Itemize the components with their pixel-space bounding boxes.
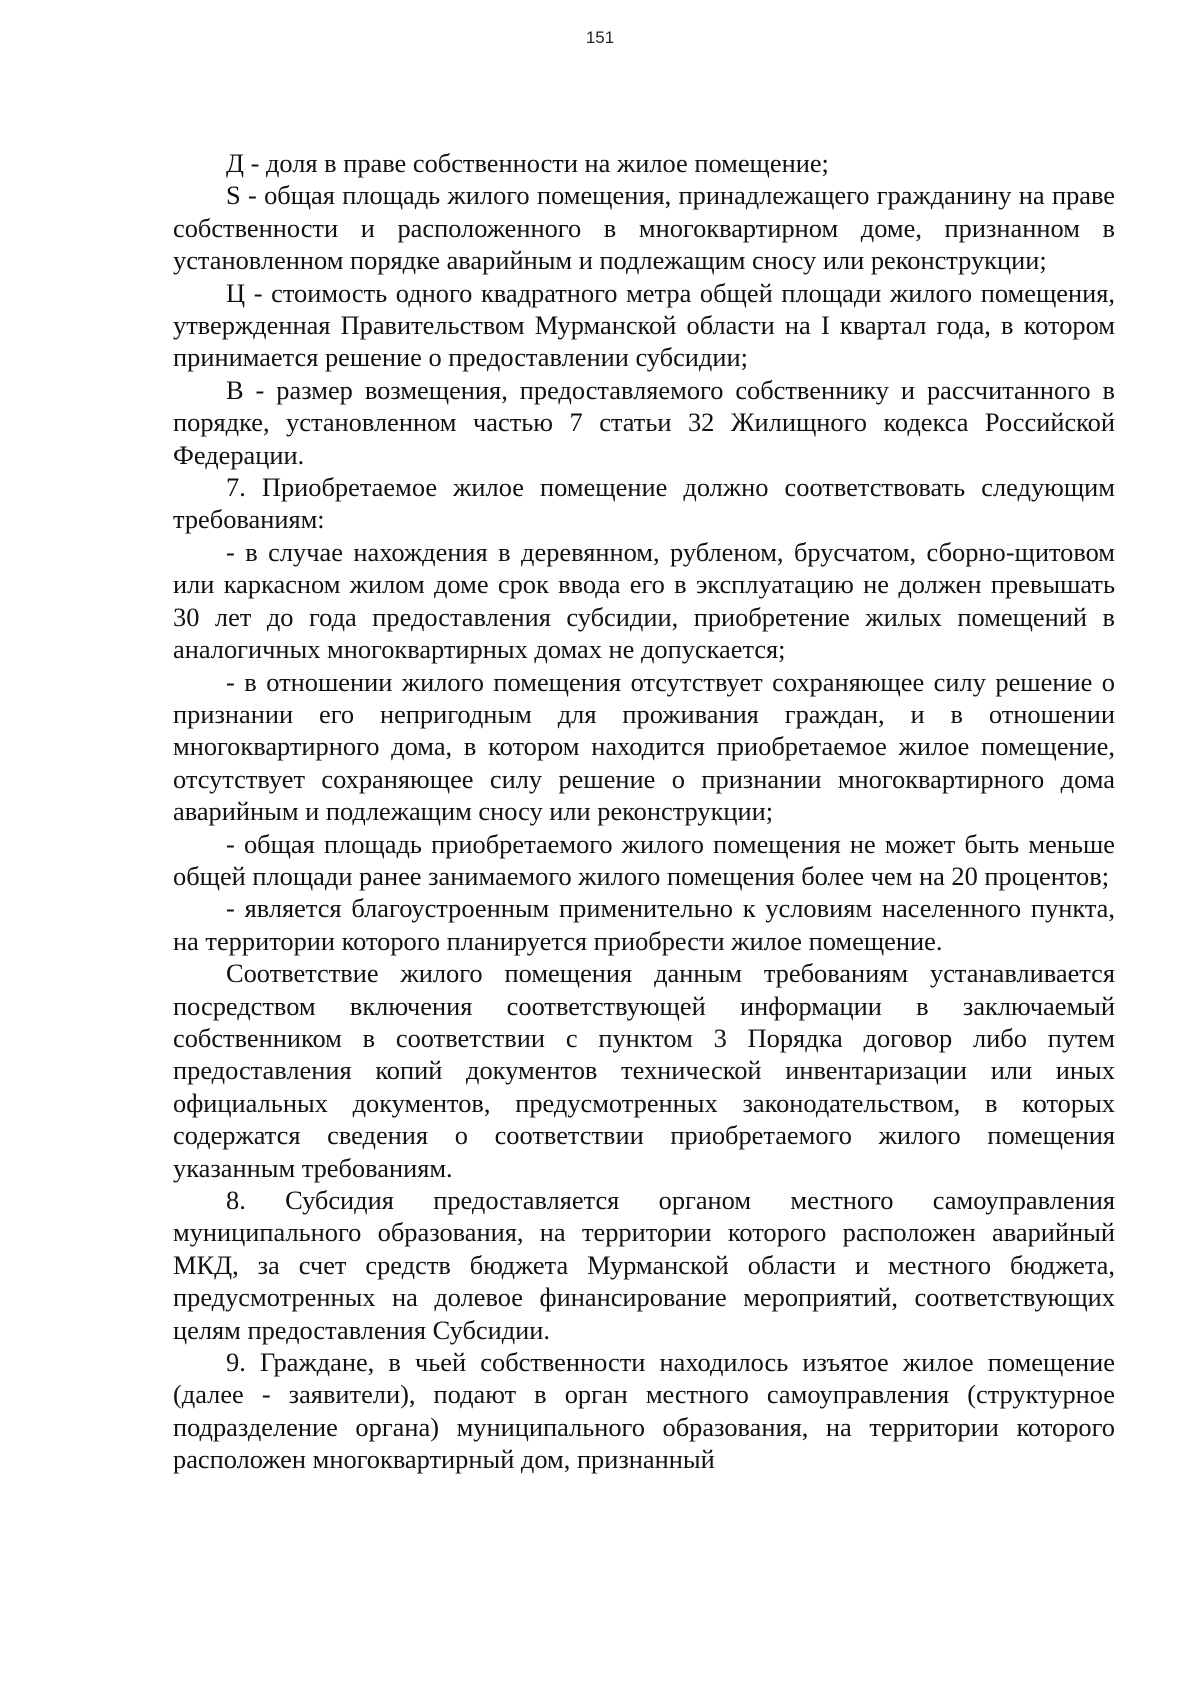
paragraph-item-9: 9. Граждане, в чьей собственности находилось изъятое жилое помещение (далее - заявители), подают в орган местного самоуправления (структурное подразделение органа) муниципального образования, на территории которого расположен многоквартирный дом, признанный: [173, 1347, 1115, 1475]
paragraph-requirement-no-unfit-decision: - в отношении жилого помещения отсутствует сохраняющее силу решение о признании его непригодным для проживания граждан, и в отношении многоквартирного дома, в котором находится приобретаемое жилое помещение, отсутствует сохраняющее силу решение о признании многоквартирного дома аварийным и подлежащим сносу или реконструкции;: [173, 666, 1115, 827]
paragraph-requirement-amenities: - является благоустроенным применительно к условиям населенного пункта, на территории которого планируется приобрести жилое помещение.: [173, 893, 1115, 956]
paragraph-area-definition: S - общая площадь жилого помещения, принадлежащего гражданину на праве собственности и расположенного в многоквартирном доме, признанном в установленном порядке аварийным и подлежащим сносу или реконструкции;: [173, 180, 1115, 276]
paragraph-price-definition: Ц - стоимость одного квадратного метра общей площади жилого помещения, утвержденная Правительством Мурманской области на I квартал года, в котором принимается решение о предоставлении субсидии;: [173, 277, 1115, 373]
document-body: [173, 147, 1115, 1476]
paragraph-share-definition: Д - доля в праве собственности на жилое помещение;: [226, 148, 829, 178]
paragraph-requirement-wooden-house: - в случае нахождения в деревянном, рубленом, брусчатом, сборно-щитовом или каркасном жилом доме срок ввода его в эксплуатацию не должен превышать 30 лет до года предоставления субсидии, приобретение жилых помещений в аналогичных многоквартирных домах не допускается;: [173, 536, 1115, 665]
paragraph-item-7: 7. Приобретаемое жилое помещение должно соответствовать следующим требованиям:: [173, 472, 1115, 535]
paragraph-compensation-definition: В - размер возмещения, предоставляемого собственнику и рассчитанного в порядке, установленном частью 7 статьи 32 Жилищного кодекса Российской Федерации.: [173, 374, 1115, 470]
paragraph-requirement-area: - общая площадь приобретаемого жилого помещения не может быть меньше общей площади ранее занимаемого жилого помещения более чем на 20 процентов;: [173, 828, 1115, 891]
page-number: 151: [585, 28, 615, 47]
paragraph-item-8: 8. Субсидия предоставляется органом местного самоуправления муниципального образования, на территории которого расположен аварийный МКД, за счет средств бюджета Мурманской области и местного бюджета, предусмотренных на долевое финансирование мероприятий, соответствующих целям предоставления Субсидии.: [173, 1185, 1115, 1345]
paragraph-compliance: Соответствие жилого помещения данным требованиям устанавливается посредством включения соответствующей информации в заключаемый собственником в соответствии с пунктом 3 Порядка договор либо путем предоставления копий документов технической инвентаризации или иных официальных документов, предусмотренных законодательством, в которых содержатся сведения о соответствии приобретаемого жилого помещения указанным требованиям.: [173, 958, 1115, 1183]
